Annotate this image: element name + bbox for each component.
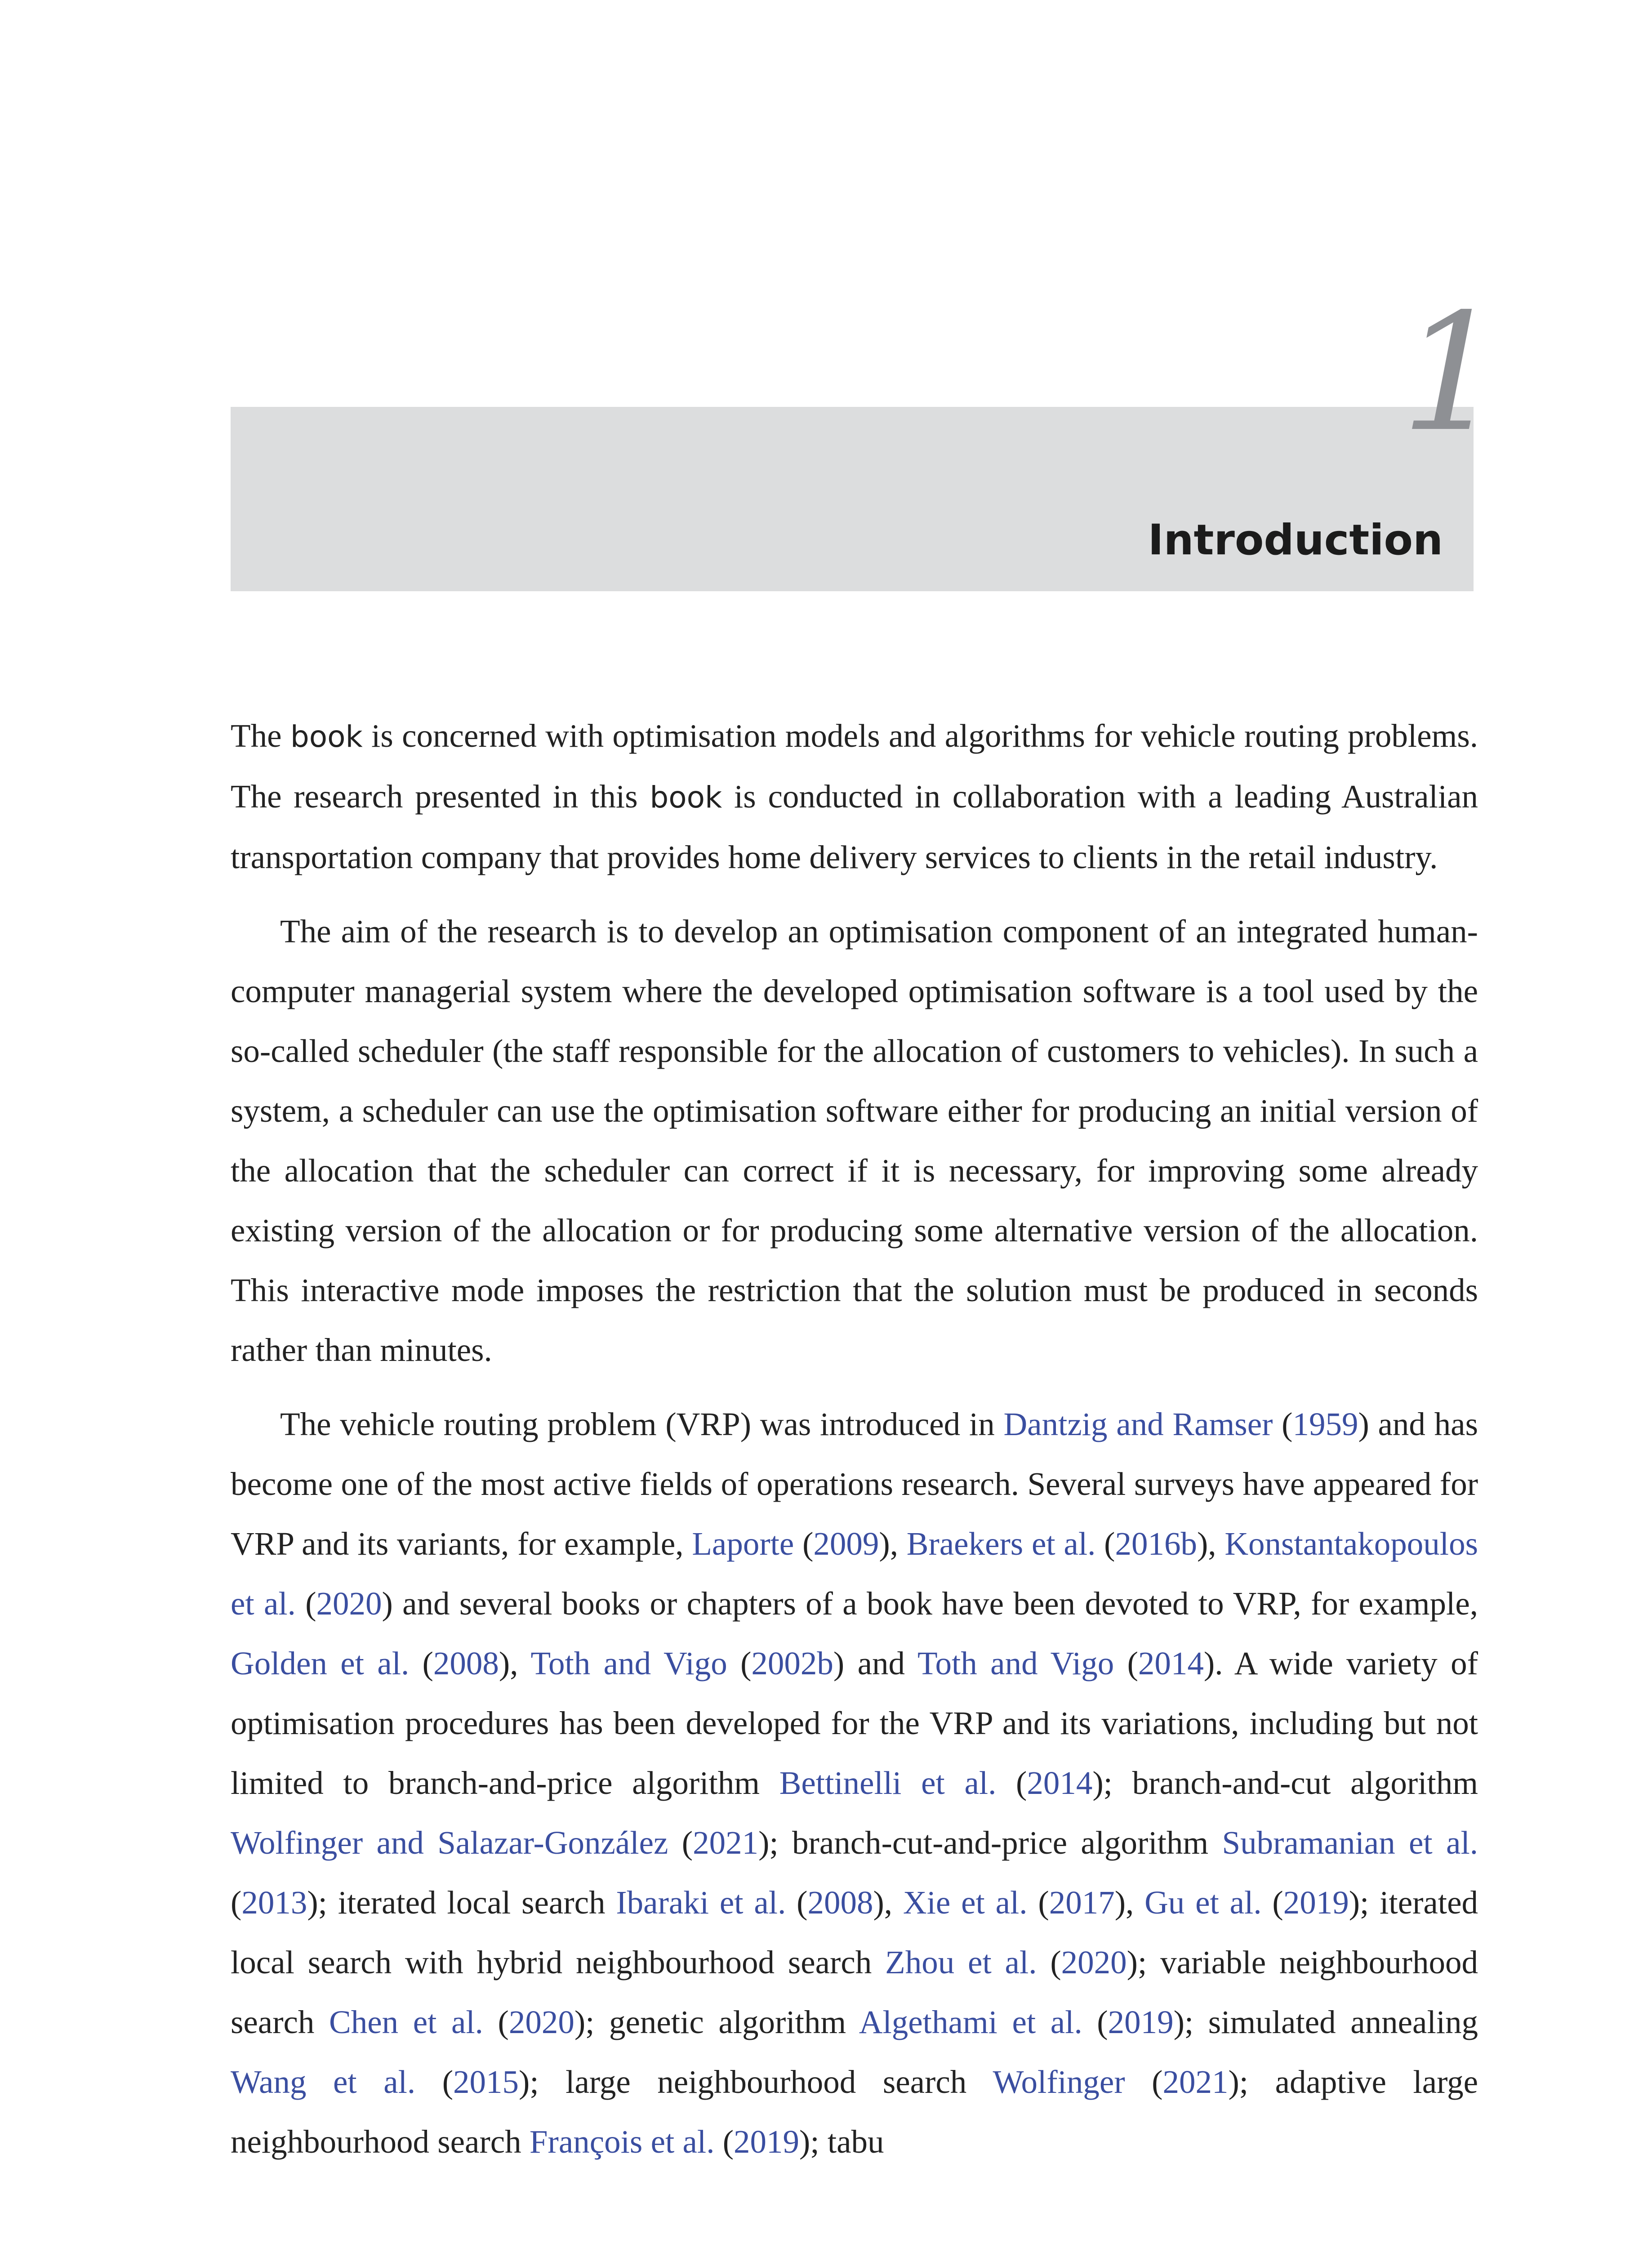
citation-year-link[interactable]: 2009 bbox=[813, 1525, 879, 1562]
citation-link[interactable]: Gu et al. bbox=[1144, 1884, 1262, 1921]
citation-year-link[interactable]: 2019 bbox=[734, 2123, 800, 2160]
citation-link[interactable]: Golden et al. bbox=[231, 1645, 410, 1682]
paragraph-3: The vehicle routing problem (VRP) was introduced in Dantzig and Ramser (1959) and has become one of the most active fields of operations research. Several surveys have appeared for VRP and its variants, for example, Laporte (2009), Braekers et al. (2016b), Konstantakopoulos et al. (2020) and several books or chapters of a book have been devoted to VRP, for example, Golden et al. (2008), Toth and Vigo (2002b) and Toth and Vigo (2014). A wide variety of optimisation procedures has been developed for the VRP and its variations, including but not limited to branch-and-price algorithm Bettinelli et al. (2014); branch-and-cut algorithm Wolfinger and Salazar-González (2021); branch-cut-and-price algorithm Subramanian et al. (2013); iterated local search Ibaraki et al. (2008), Xie et al. (2017), Gu et al. (2019); iterated local search with hybrid neighbourhood search Zhou et al. (2020); variable neighbourhood search Chen et al. (2020); genetic algorithm Algethami et al. (2019); simulated annealing Wang et al. (2015); large neighbourhood search Wolfinger (2021); adaptive large neighbourhood search François et al. (2019); tabu bbox=[231, 1406, 1478, 2160]
citation-year-link[interactable]: 2008 bbox=[433, 1645, 499, 1682]
citation-year-link[interactable]: 2014 bbox=[1138, 1645, 1204, 1682]
citation-link[interactable]: Algethami et al. bbox=[859, 2004, 1082, 2040]
citation-year-link[interactable]: 2014 bbox=[1027, 1765, 1093, 1801]
citation-link[interactable]: Toth and Vigo bbox=[917, 1645, 1114, 1682]
citation-link[interactable]: Subramanian et al. bbox=[1222, 1824, 1478, 1861]
citation-link[interactable]: Wang et al. bbox=[231, 2064, 416, 2100]
body-text bbox=[231, 706, 1478, 2186]
citation-year-link[interactable]: 2015 bbox=[453, 2064, 519, 2100]
citation-link[interactable]: Dantzig and Ramser bbox=[1003, 1406, 1273, 1442]
citation-link[interactable]: Wolfinger and Salazar-González bbox=[231, 1824, 668, 1861]
paragraph-1: The book is concerned with optimisation models and algorithms for vehicle routing problems. The research presented in this book is conducted in collaboration with a leading Australian transportation company that provides home delivery services to clients in the retail industry. bbox=[231, 718, 1478, 875]
citation-year-link[interactable]: 1959 bbox=[1292, 1406, 1358, 1442]
citation-link[interactable]: Chen et al. bbox=[329, 2004, 483, 2040]
citation-year-link[interactable]: 2020 bbox=[1061, 1944, 1127, 1980]
citation-link[interactable]: Toth and Vigo bbox=[530, 1645, 727, 1682]
citation-link[interactable]: Laporte bbox=[692, 1525, 794, 1562]
citation-year-link[interactable]: 2016b bbox=[1115, 1525, 1197, 1562]
chapter-number: 1 bbox=[1400, 279, 1504, 467]
paragraph-2: The aim of the research is to develop an optimisation component of an integrated human-computer managerial system where the developed optimisation software is a tool used by the so-called scheduler (the staff responsible for the allocation of customers to vehicles). In such a system, a scheduler can use the optimisation software either for producing an initial version of the allocation that the scheduler can correct if it is necessary, for improving some already existing version of the allocation or for producing some alternative version of the allocation. This interactive mode imposes the restriction that the solution must be produced in seconds rather than minutes. bbox=[231, 913, 1478, 1368]
citation-link[interactable]: Ibaraki et al. bbox=[616, 1884, 786, 1921]
citation-year-link[interactable]: 2020 bbox=[508, 2004, 574, 2040]
book-term: book bbox=[650, 780, 722, 815]
citation-link[interactable]: Konstantakopoulos et al. bbox=[231, 1525, 1478, 1622]
book-term: book bbox=[290, 719, 363, 754]
citation-year-link[interactable]: 2021 bbox=[1162, 2064, 1229, 2100]
chapter-title: Introduction bbox=[1148, 516, 1443, 565]
citation-year-link[interactable]: 2021 bbox=[693, 1824, 759, 1861]
citation-year-link[interactable]: 2002b bbox=[751, 1645, 833, 1682]
citation-link[interactable]: François et al. bbox=[529, 2123, 715, 2160]
citation-year-link[interactable]: 2019 bbox=[1108, 2004, 1174, 2040]
citation-year-link[interactable]: 2017 bbox=[1049, 1884, 1115, 1921]
citation-year-link[interactable]: 2008 bbox=[807, 1884, 873, 1921]
citation-year-link[interactable]: 2020 bbox=[316, 1585, 382, 1622]
citation-link[interactable]: Zhou et al. bbox=[885, 1944, 1037, 1980]
citation-link[interactable]: Braekers et al. bbox=[906, 1525, 1096, 1562]
citation-year-link[interactable]: 2013 bbox=[241, 1884, 307, 1921]
citation-link[interactable]: Xie et al. bbox=[903, 1884, 1028, 1921]
citation-link[interactable]: Bettinelli et al. bbox=[779, 1765, 997, 1801]
citation-year-link[interactable]: 2019 bbox=[1283, 1884, 1349, 1921]
citation-link[interactable]: Wolfinger bbox=[993, 2064, 1125, 2100]
